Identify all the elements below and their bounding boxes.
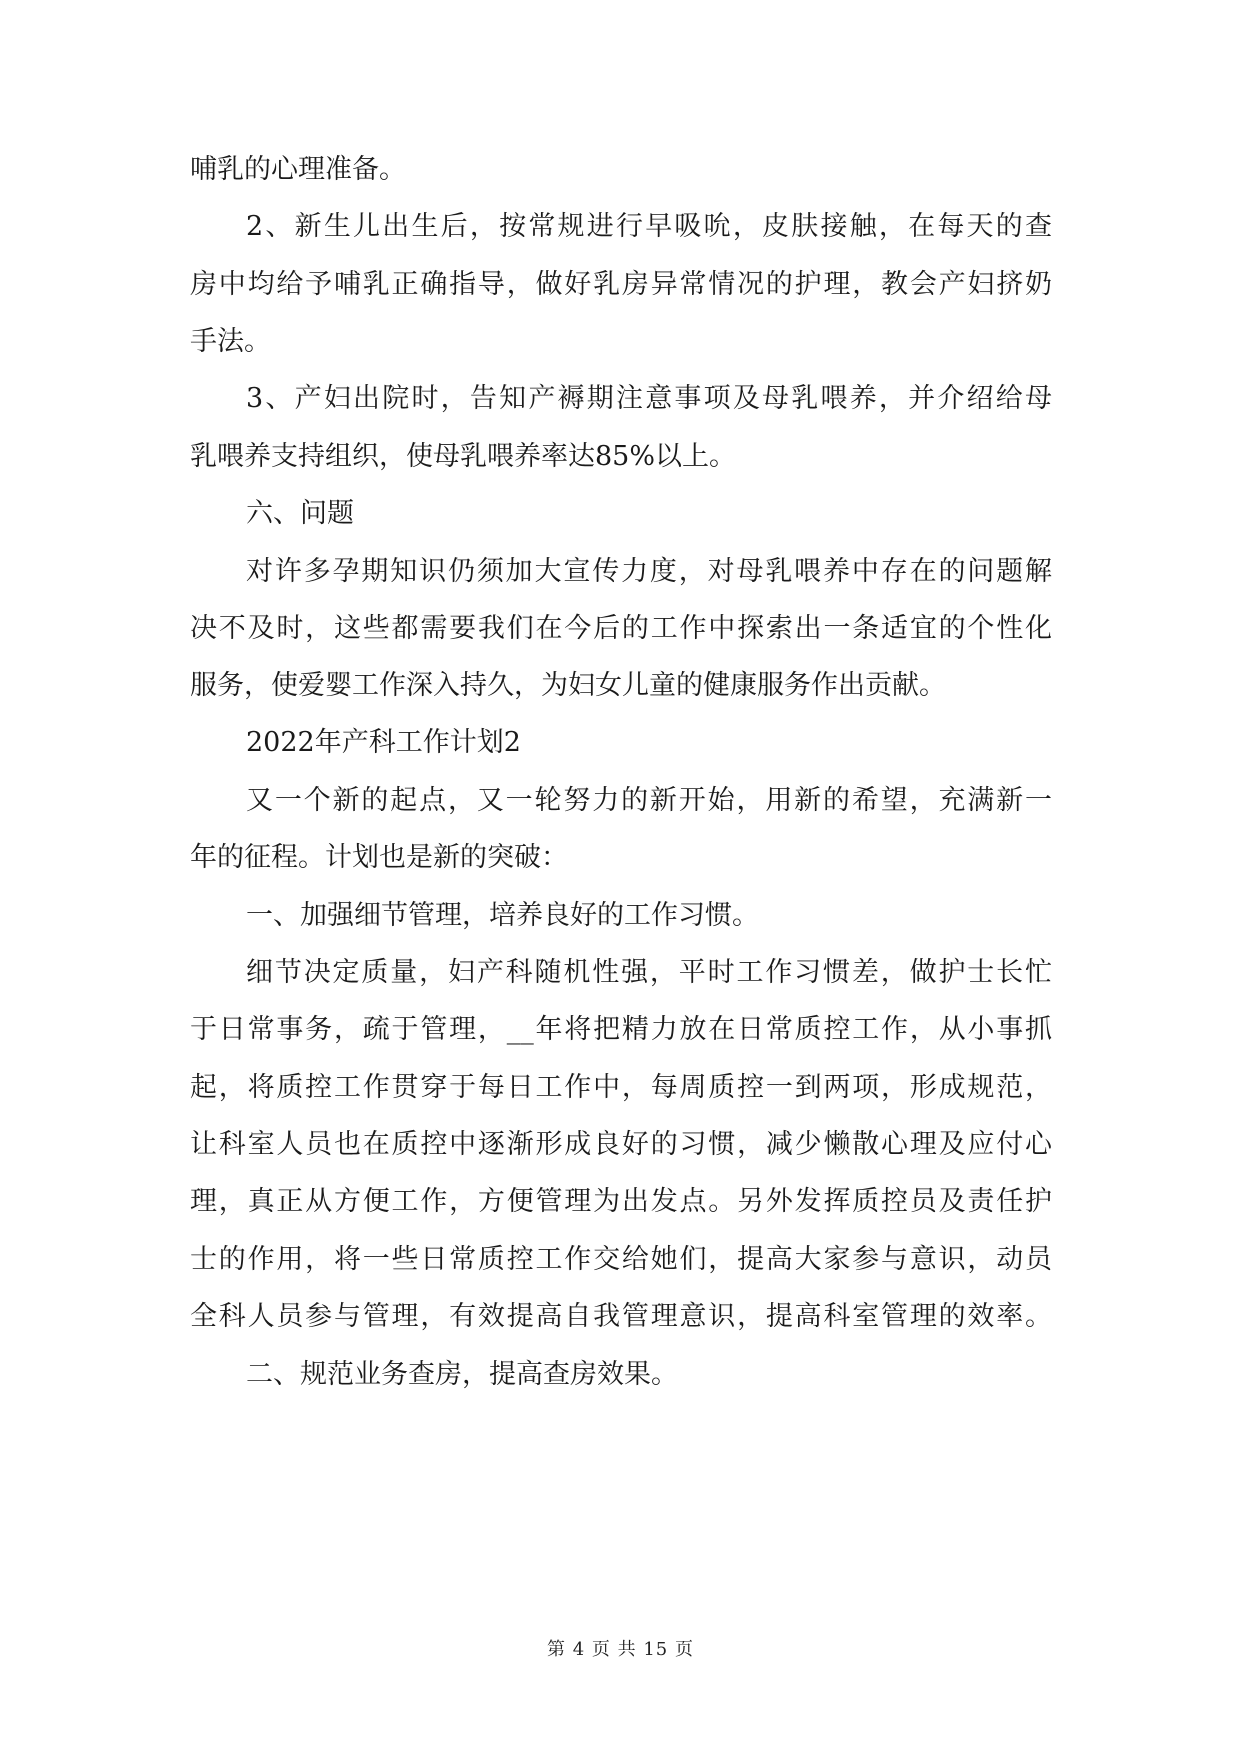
section-heading: 二、规范业务查房，提高查房效果。 xyxy=(246,1359,678,1390)
page-number-footer: 第 4 页 共 15 页 xyxy=(547,1639,694,1660)
text-line: 对许多孕期知识仍须加大宣传力度，对母乳喂养中存在的问题解 xyxy=(246,556,1052,587)
text-line: 全科人员参与管理，有效提高自我管理意识，提高科室管理的效率。 xyxy=(190,1301,1052,1332)
text-line: 服务，使爱婴工作深入持久，为妇女儿童的健康服务作出贡献。 xyxy=(190,670,946,701)
text-line: 哺乳的心理准备。 xyxy=(190,154,406,185)
text-line: 让科室人员也在质控中逐渐形成良好的习惯，减少懒散心理及应付心 xyxy=(190,1129,1052,1160)
plan-title: 2022年产科工作计划2 xyxy=(246,727,521,758)
text-line: 年的征程。计划也是新的突破： xyxy=(190,842,568,873)
text-line: 理，真正从方便工作，方便管理为出发点。另外发挥质控员及责任护 xyxy=(190,1186,1052,1217)
text-line: 又一个新的起点，又一轮努力的新开始，用新的希望，充满新一 xyxy=(246,785,1052,816)
section-heading: 六、问题 xyxy=(246,498,354,529)
text-line: 于日常事务，疏于管理，__年将把精力放在日常质控工作，从小事抓 xyxy=(190,1014,1052,1045)
section-heading: 一、加强细节管理，培养良好的工作习惯。 xyxy=(246,900,759,931)
text-line: 手法。 xyxy=(190,326,271,357)
text-line: 2、新生儿出生后，按常规进行早吸吮，皮肤接触，在每天的查 xyxy=(246,211,1052,242)
text-line: 乳喂养支持组织，使母乳喂养率达85%以上。 xyxy=(190,441,737,472)
text-line: 决不及时，这些都需要我们在今后的工作中探索出一条适宜的个性化 xyxy=(190,613,1052,644)
text-line: 细节决定质量，妇产科随机性强，平时工作习惯差，做护士长忙 xyxy=(246,957,1052,988)
text-line: 3、产妇出院时，告知产褥期注意事项及母乳喂养，并介绍给母 xyxy=(246,383,1052,414)
text-line: 起，将质控工作贯穿于每日工作中，每周质控一到两项，形成规范， xyxy=(190,1072,1052,1103)
text-line: 房中均给予哺乳正确指导，做好乳房异常情况的护理，教会产妇挤奶 xyxy=(190,269,1052,300)
text-line: 士的作用，将一些日常质控工作交给她们，提高大家参与意识，动员 xyxy=(190,1244,1052,1275)
